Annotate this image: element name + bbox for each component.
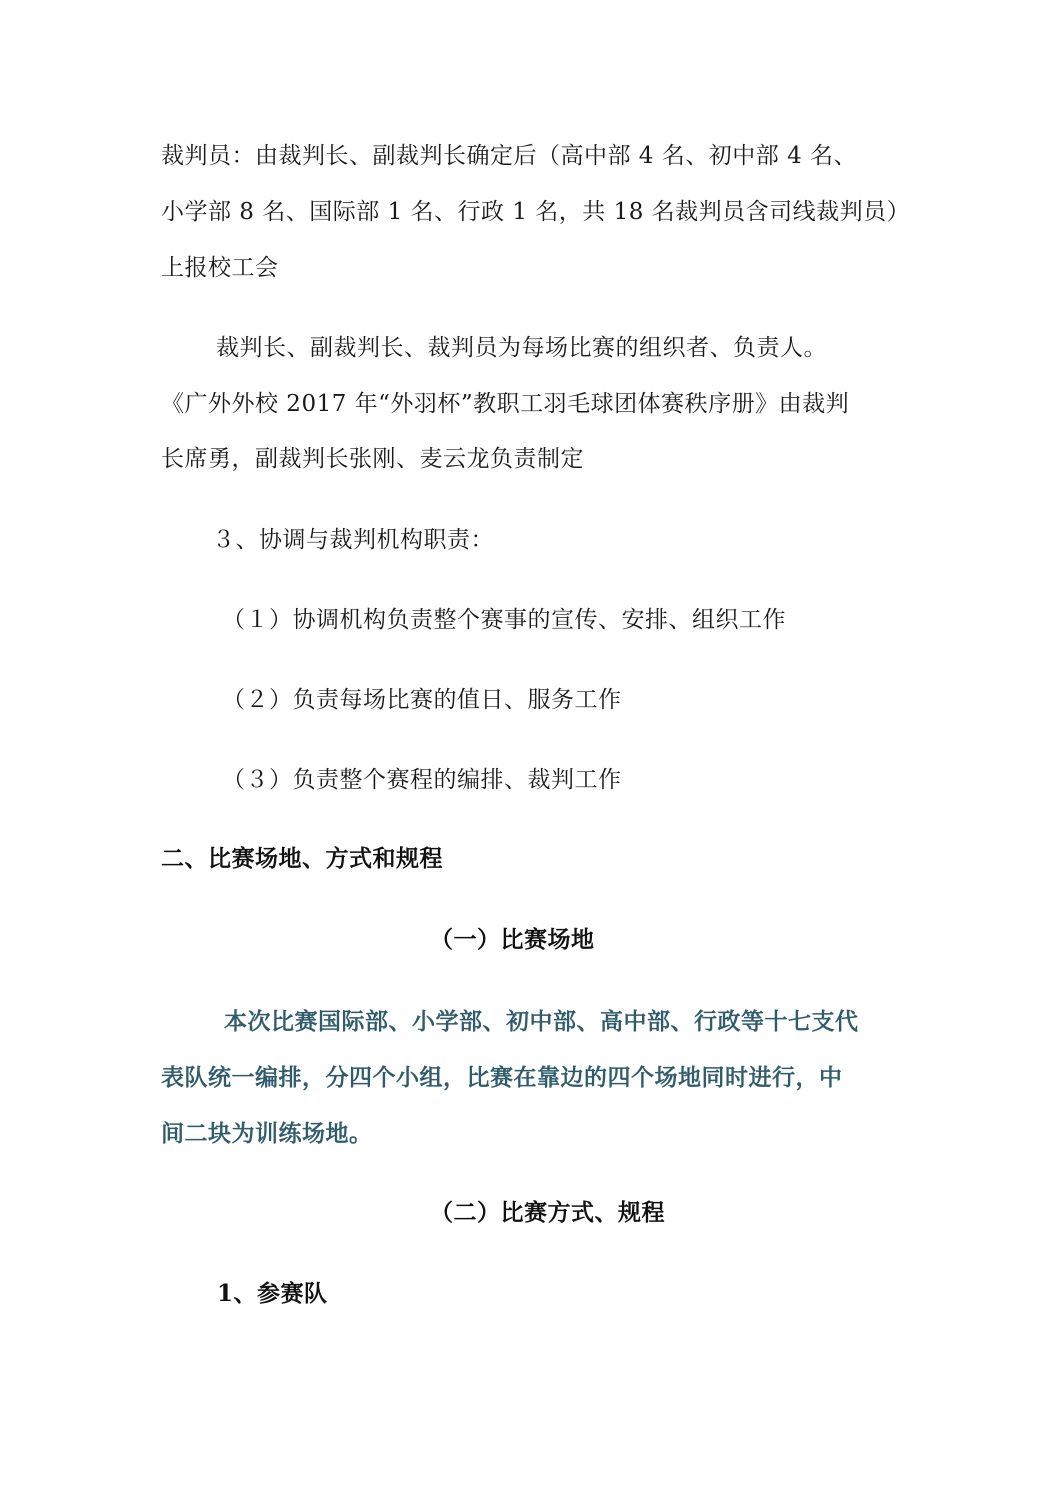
duties-item-2: （２）负责每场比赛的值日、服务工作 <box>222 687 622 713</box>
venue-line-1: 本次比赛国际部、小学部、初中部、高中部、行政等十七支代 <box>224 1008 859 1035</box>
duties-item-1: （１）协调机构负责整个赛事的宣传、安排、组织工作 <box>222 607 786 633</box>
venue-line-3: 间二块为训练场地。 <box>161 1120 373 1147</box>
section-two-heading: 二、比赛场地、方式和规程 <box>161 846 443 872</box>
responsibility-line-2: 《广外外校 2017 年“外羽杯”教职工羽毛球团体赛秩序册》由裁判 <box>161 391 850 417</box>
referees-line-3: 上报校工会 <box>161 255 279 281</box>
venue-line-2: 表队统一编排，分四个小组，比赛在靠边的四个场地同时进行，中 <box>161 1064 843 1091</box>
venue-subheading: （一）比赛场地 <box>430 927 595 953</box>
responsibility-line-3: 长席勇，副裁判长张刚、麦云龙负责制定 <box>161 446 584 472</box>
responsibility-line-1: 裁判长、副裁判长、裁判员为每场比赛的组织者、负责人。 <box>216 335 827 361</box>
referees-line-2: 小学部 8 名、国际部 1 名、行政 1 名，共 18 名裁判员含司线裁判员） <box>161 199 911 225</box>
duties-item-3: （３）负责整个赛程的编排、裁判工作 <box>222 767 622 793</box>
duties-heading: ３、协调与裁判机构职责： <box>212 527 494 553</box>
referees-line-1: 裁判员：由裁判长、副裁判长确定后（高中部 4 名、初中部 4 名、 <box>161 143 858 169</box>
format-subheading: （二）比赛方式、规程 <box>430 1200 665 1226</box>
participating-teams-label: 1、参赛队 <box>217 1280 328 1307</box>
